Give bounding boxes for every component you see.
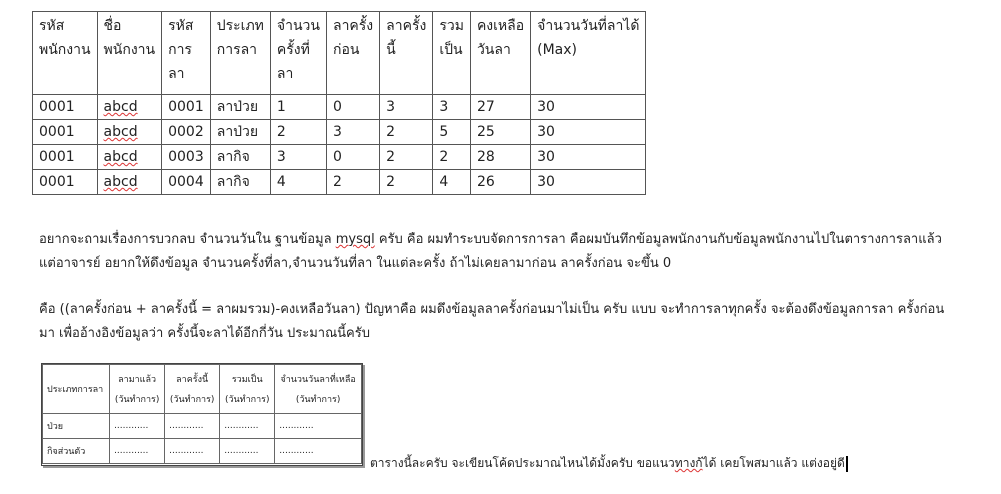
column-header-line: ลามาแล้ว <box>118 375 157 385</box>
column-header <box>33 12 98 95</box>
cell-value: 3 <box>386 99 396 115</box>
table-cell: ............ <box>275 439 362 464</box>
caption-part: ตารางนี้ละครับ จะเขียนโค้ดประมาณไหนได้มั้งครับ ขอแนว <box>370 456 675 470</box>
column-header-line: พนักงาน <box>103 42 156 58</box>
question-paragraph-2 <box>39 298 979 346</box>
column-header <box>270 12 326 95</box>
cell-value: 0001 <box>39 149 75 165</box>
column-header-line: ลาครั้ง <box>332 18 374 34</box>
cell-value: ลากิจ <box>216 174 250 190</box>
table-header-row <box>33 12 646 95</box>
column-header-line: (วันทำการ) <box>114 395 160 405</box>
table-cell <box>210 95 270 120</box>
table-cell <box>380 145 433 170</box>
cell-value: abcd <box>103 149 138 165</box>
cell-value: ลาป่วย <box>216 99 259 115</box>
spellcheck-word: mysql <box>335 232 375 247</box>
table-cell: ............ <box>110 414 165 439</box>
caption-text <box>370 454 848 473</box>
cell-value: 0 <box>332 149 342 165</box>
column-header <box>97 12 162 95</box>
column-header-line: ประเภท <box>216 18 264 34</box>
table-cell: ............ <box>165 439 220 464</box>
column-header <box>531 12 646 95</box>
cell-value: 4 <box>439 174 449 190</box>
table-cell <box>470 95 530 120</box>
paragraph-text: อยากจะถามเรื่องการบวกลบ จำนวนวันใน ฐานข้อมูล <box>39 232 336 247</box>
column-header-line: วันลา <box>476 42 511 58</box>
cell-value: abcd <box>103 174 138 190</box>
table-cell <box>97 120 162 145</box>
table-cell <box>33 145 98 170</box>
cell-value: 2 <box>386 124 396 140</box>
cell-value: 0003 <box>168 149 204 165</box>
cell-value: 4 <box>276 174 286 190</box>
table-cell <box>531 170 646 195</box>
table-cell <box>97 170 162 195</box>
table-cell <box>210 145 270 170</box>
table-cell: ป่วย <box>43 414 110 439</box>
column-header-line: ลา <box>276 66 294 82</box>
cell-value: 27 <box>476 99 495 115</box>
question-paragraph-1 <box>39 228 979 276</box>
cell-value: 3 <box>332 124 342 140</box>
desired-output-table-image <box>41 363 363 466</box>
table-cell <box>33 120 98 145</box>
table-cell <box>433 120 471 145</box>
cell-value: 0001 <box>39 174 75 190</box>
table-cell <box>470 145 530 170</box>
column-header <box>165 365 220 414</box>
table-cell <box>380 170 433 195</box>
column-header-line: ลา <box>168 66 185 82</box>
cell-value: 1 <box>276 99 286 115</box>
column-header-line: รหัส <box>168 18 194 34</box>
column-header-line: รวมเป็น <box>231 375 263 385</box>
column-header-line: นี้ <box>386 42 396 58</box>
column-header-line: จำนวนวันลาที่เหลือ <box>280 375 356 385</box>
column-header-line: จำนวน <box>276 18 320 34</box>
column-header-line: คงเหลือ <box>476 18 525 34</box>
column-header-line: (วันทำการ) <box>224 395 270 405</box>
table-cell <box>380 120 433 145</box>
column-header <box>110 365 165 414</box>
paragraph-text: แต่อาจารย์ อยากให้ดึงข้อมูล จำนวนครั้งที่ลา,จำนวนวันที่ลา ในแต่ละครั้ง ถ้าไม่เคยลามาก่อน ลาครั้งก่อน จะขึ้น 0 <box>39 256 672 271</box>
table-cell <box>97 145 162 170</box>
table-row <box>43 414 362 439</box>
table-cell <box>531 95 646 120</box>
table-cell: ............ <box>165 414 220 439</box>
desired-output-table <box>42 364 362 464</box>
column-header-line: ครั้งที่ <box>276 42 310 58</box>
table-cell <box>433 95 471 120</box>
column-header-line: ลาครั้งนี้ <box>176 375 209 385</box>
cell-value: 30 <box>537 124 555 140</box>
cell-value: 0002 <box>168 124 204 140</box>
table-cell <box>162 145 211 170</box>
leave-records-table <box>32 11 646 195</box>
cell-value: 26 <box>476 174 495 190</box>
table-cell <box>162 120 211 145</box>
column-header-line: รหัส <box>39 18 65 34</box>
table-cell <box>270 95 326 120</box>
table-row <box>33 145 646 170</box>
table-cell <box>162 95 211 120</box>
caption-part: ได้ เคยโพสมาแล้ว แต่งอยู่ดี <box>702 456 845 470</box>
cell-value: 0001 <box>39 99 75 115</box>
table-cell: ............ <box>220 414 275 439</box>
table-cell <box>33 95 98 120</box>
table-cell <box>33 170 98 195</box>
column-header <box>326 12 379 95</box>
cell-value: 3 <box>439 99 449 115</box>
column-header <box>162 12 211 95</box>
column-header <box>43 365 110 414</box>
column-header <box>433 12 471 95</box>
cell-value: 30 <box>537 174 555 190</box>
table-header-row <box>43 365 362 414</box>
column-header-line: เป็น <box>439 42 463 58</box>
table-cell <box>326 120 379 145</box>
table-cell <box>326 170 379 195</box>
cell-value: 2 <box>276 124 286 140</box>
column-header <box>380 12 433 95</box>
table-cell <box>380 95 433 120</box>
column-header-line: (วันทำการ) <box>169 395 215 405</box>
table-row <box>33 95 646 120</box>
table-cell: ............ <box>220 439 275 464</box>
paragraph-text: ครับ คือ ผมทำระบบจัดการการลา คือผมบันทึกข้อมูลพนักงานกับข้อมูลพนักงานไปในตารางการลาแล้ว <box>374 232 942 247</box>
column-header <box>220 365 275 414</box>
paragraph-text: คือ ((ลาครั้งก่อน + ลาครั้งนี้ = ลาผมรวม)-คงเหลือวันลา) ปัญหาคือ ผมดึงข้อมูลลาครั้งก่อนมาไม่เป็น ครับ แบบ จะทำการลาทุกครั้ง จะต้องดึงข้อมูลการลา ครั้งก่อน <box>39 302 945 317</box>
cell-value: 3 <box>276 149 286 165</box>
cell-value: 28 <box>476 149 495 165</box>
column-header-line: พนักงาน <box>39 42 91 58</box>
column-header-line: การลา <box>216 42 258 58</box>
table-cell <box>270 170 326 195</box>
table-cell <box>270 145 326 170</box>
cell-value: 5 <box>439 124 449 140</box>
column-header-line: การ <box>168 42 192 58</box>
column-header <box>275 365 362 414</box>
table-cell <box>210 120 270 145</box>
table-cell <box>210 170 270 195</box>
table-cell <box>470 170 530 195</box>
cell-value: 0004 <box>168 174 204 190</box>
table-cell: ............ <box>275 414 362 439</box>
column-header-line: ก่อน <box>332 42 360 58</box>
text-cursor <box>846 456 848 472</box>
cell-value: 2 <box>386 174 396 190</box>
cell-value: 0 <box>332 99 342 115</box>
table-row <box>33 120 646 145</box>
cell-value: 30 <box>537 149 555 165</box>
table-cell: กิจส่วนตัว <box>43 439 110 464</box>
column-header <box>210 12 270 95</box>
table-cell <box>97 95 162 120</box>
cell-value: abcd <box>103 124 138 140</box>
cell-value: 0001 <box>168 99 204 115</box>
cell-value: ลาป่วย <box>216 124 259 140</box>
cell-value: 2 <box>439 149 449 165</box>
column-header <box>470 12 530 95</box>
table-row <box>43 439 362 464</box>
table-cell <box>162 170 211 195</box>
column-header-line: ชื่อ <box>103 18 122 34</box>
cell-value: 30 <box>537 99 555 115</box>
cell-value: 25 <box>476 124 495 140</box>
table-cell <box>433 145 471 170</box>
cell-value: 2 <box>386 149 396 165</box>
table-cell <box>433 170 471 195</box>
column-header-line: (Max) <box>537 42 578 58</box>
table-row <box>33 170 646 195</box>
cell-value: ลากิจ <box>216 149 250 165</box>
column-header-line: จำนวนวันที่ลาได้ <box>537 18 640 34</box>
table-cell <box>326 145 379 170</box>
column-header-line: ประเภทการลา <box>47 385 104 395</box>
cell-value: 2 <box>332 174 342 190</box>
table-cell <box>531 145 646 170</box>
spellcheck-word: ทางก้ <box>674 456 703 470</box>
column-header-line: (วันทำการ) <box>295 395 341 405</box>
table-cell <box>326 95 379 120</box>
cell-value: abcd <box>103 99 138 115</box>
column-header-line: รวม <box>439 18 464 34</box>
paragraph-text: มา เพื่ออ้างอิงข้อมูลว่า ครั้งนี้จะลาได้อีกกี่วัน ประมาณนี้ครับ <box>39 326 370 341</box>
column-header-line: ลาครั้ง <box>386 18 427 34</box>
cell-value: 0001 <box>39 124 75 140</box>
table-cell <box>531 120 646 145</box>
table-cell <box>270 120 326 145</box>
table-cell: ............ <box>110 439 165 464</box>
table-cell <box>470 120 530 145</box>
